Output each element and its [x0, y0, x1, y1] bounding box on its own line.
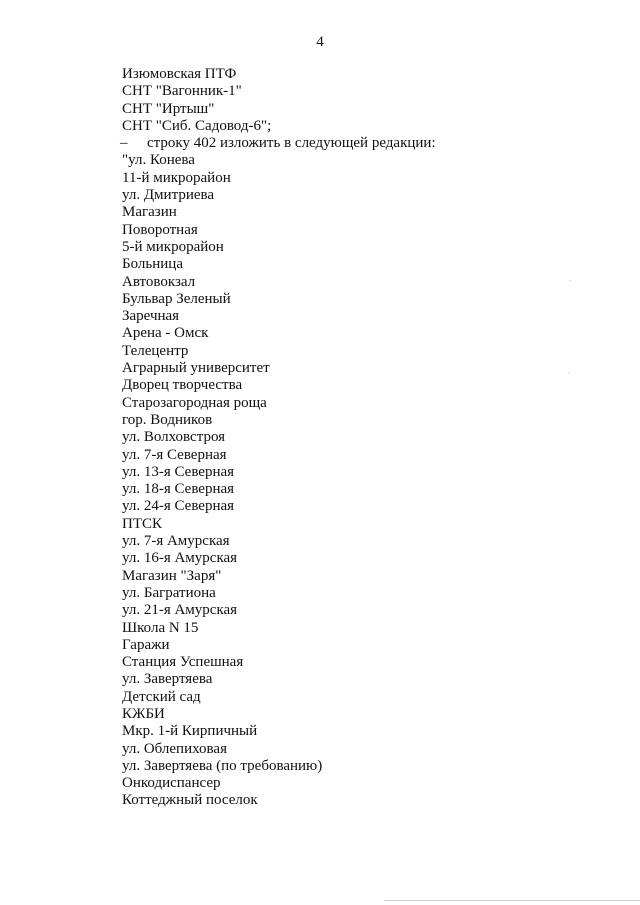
stop-line: Магазин [122, 204, 177, 221]
stop-line: Старозагородная роща [122, 394, 267, 411]
stop-line: гор. Водников [122, 411, 213, 428]
stop-line: КЖБИ [122, 705, 165, 722]
stop-line: ул. 7-я Северная [122, 446, 227, 463]
stop-line: Заречная [122, 308, 180, 325]
stop-line: Гаражи [122, 636, 170, 653]
stop-line: Дворец творчества [122, 377, 243, 394]
stop-line: ул. Облепиховая [122, 740, 227, 757]
header-line-izyumovskaya: Изюмовская ПТФ [122, 66, 237, 82]
stop-line: Больница [122, 256, 183, 273]
instruction-text: строку 402 изложить в следующей редакции: [147, 135, 436, 152]
stop-line: ул. 7-я Амурская [122, 533, 230, 550]
stop-line: Аграрный университет [122, 360, 270, 377]
stop-line: Онкодиспансер [122, 775, 221, 792]
amendment-instruction [122, 135, 602, 152]
stop-line: ул. Дмитриева [122, 187, 215, 204]
stop-line: ул. 13-я Северная [122, 463, 235, 480]
stop-line: ул. 24-я Северная [122, 498, 235, 515]
stop-line: Магазин "Заря" [122, 567, 222, 584]
stop-line: Автовокзал [122, 273, 196, 290]
header-line-irtysh: СНТ "Иртыш" [122, 100, 215, 117]
stop-line: ул. Багратиона [122, 584, 216, 601]
list-dash: – [120, 135, 128, 152]
stop-line: "ул. Конева [122, 152, 195, 169]
document-body [122, 66, 602, 810]
page-number: 4 [316, 34, 324, 50]
stop-line: Мкр. 1-й Кирпичный [122, 723, 258, 740]
stop-line: Школа N 15 [122, 619, 199, 636]
stop-line: Детский сад [122, 688, 201, 705]
stop-line: 5-й микрорайон [122, 238, 224, 255]
stop-line: Поворотная [122, 221, 198, 238]
stop-line: Коттеджный поселок [122, 792, 258, 809]
stop-line: ПТСК [122, 515, 163, 532]
stop-line: ул. 18-я Северная [122, 481, 235, 498]
scan-speck [570, 280, 571, 281]
stop-line: Арена - Омск [122, 325, 209, 342]
stop-line: ул. 16-я Амурская [122, 550, 238, 567]
stop-line: ул. Завертяева (по требованию) [122, 757, 323, 774]
stop-line: 11-й микрорайон [122, 169, 231, 186]
stop-line: ул. Завертяева [122, 671, 213, 688]
scan-speck [568, 372, 569, 373]
header-line-sib-sadovod: СНТ "Сиб. Садовод-6"; [122, 117, 272, 134]
scan-edge-line [384, 900, 640, 901]
stop-line: Станция Успешная [122, 654, 244, 671]
stop-line: Телецентр [122, 342, 189, 359]
stop-line: ул. 21-я Амурская [122, 602, 238, 619]
header-line-vagonnik: СНТ "Вагонник-1" [122, 83, 242, 100]
stop-line: ул. Волховстроя [122, 429, 226, 446]
stop-line: Бульвар Зеленый [122, 290, 231, 307]
